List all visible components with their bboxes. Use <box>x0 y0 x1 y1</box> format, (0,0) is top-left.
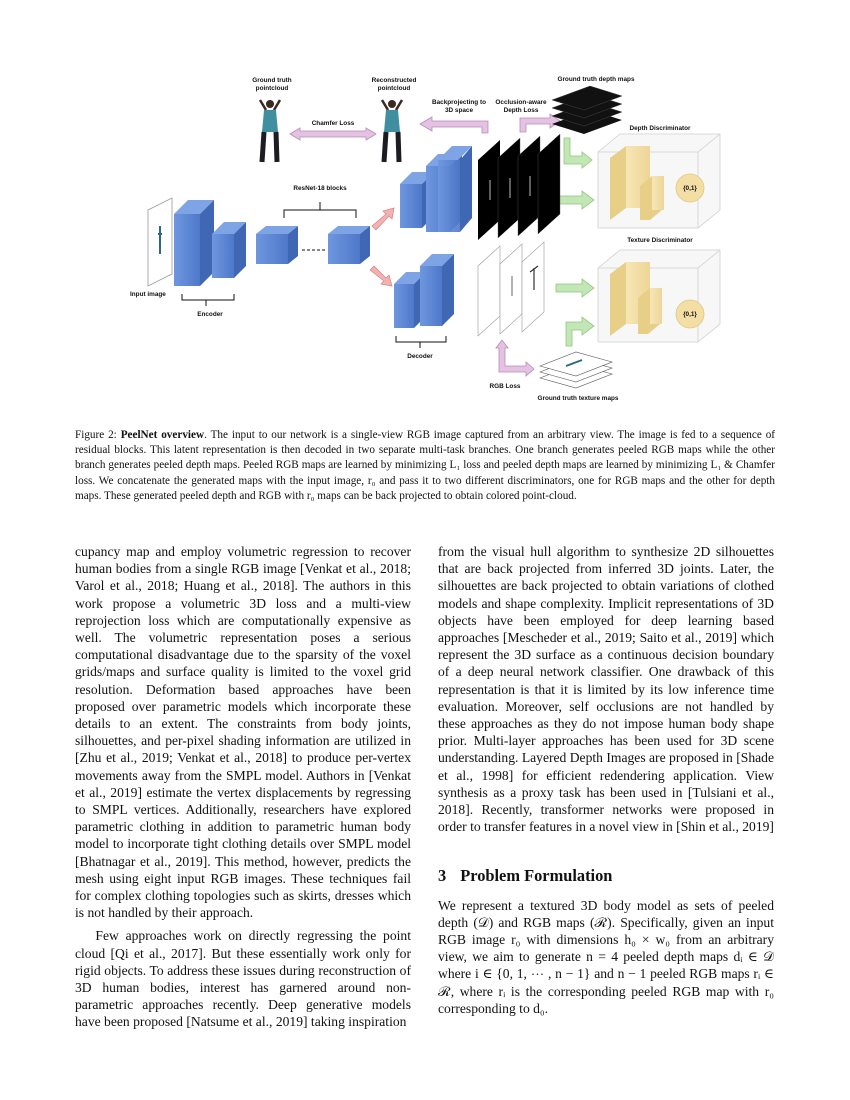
rgb-loss-arrow <box>496 340 534 376</box>
gt-depth-maps-label: Ground truth depth maps <box>557 76 635 83</box>
texture-discriminator-label: Texture Discriminator <box>627 237 693 244</box>
input-image-label: Input image <box>130 291 166 298</box>
section-heading <box>438 867 774 884</box>
recon-pointcloud-label-1: Reconstructed <box>371 77 417 84</box>
resnet-block-1 <box>256 226 298 264</box>
rgb-loss-label: RGB Loss <box>489 383 521 390</box>
gt-texture-maps-label: Ground truth texture maps <box>537 395 619 402</box>
texture-discriminator <box>598 250 720 342</box>
gt-pointcloud-label-2: pointcloud <box>255 85 289 92</box>
gt-depth-maps-stack <box>552 86 622 134</box>
input-image <box>148 198 172 286</box>
generated-depth-maps <box>478 134 560 240</box>
backprojecting-label-2: 3D space <box>444 107 474 114</box>
section-title: Problem Formulation <box>460 866 613 886</box>
gt-pointcloud-label-1: Ground truth <box>252 77 292 84</box>
figure-caption <box>75 428 775 504</box>
resnet-bracket <box>284 202 356 218</box>
depth-decoder-blocks <box>400 146 472 232</box>
decoder-bracket <box>396 336 446 348</box>
occlusion-loss-label-1: Occlusion-aware <box>495 99 547 106</box>
section-number: 3 <box>438 866 447 886</box>
texture-decoder-blocks <box>394 254 454 328</box>
texture-disc-output: {0,1} <box>683 311 697 318</box>
encoder-blocks <box>174 200 246 286</box>
chamfer-loss-label: Chamfer Loss <box>311 120 355 127</box>
occlusion-loss-label-2: Depth Loss <box>503 107 539 114</box>
depth-disc-output: {0,1} <box>683 185 697 192</box>
red-arrow-down <box>370 266 392 286</box>
caption-title: PeelNet overview <box>120 429 205 441</box>
left-paragraph-1: cupancy map and employ volumetric regression to recover human bodies from a single RGB image [Venkat et al., 2018; Varol et al., 2018; Huang et al., 2018]. The authors in this work propose a volumetric 3D loss and a multi-view reprojection loss which are computationally expensive as well. The volumetric representation poses a serious computational disadvantage due to the sparsity of the voxel grids/maps and surface quality is limited to the voxel grid resolution. Deformation based approaches have been proposed over parametric models which incorporate these details to an extent. The constraints from body joints, silhouettes, and per-pixel shading information are utilized in [Zhu et al., 2019; Venkat et al., 2018] to produce per-vertex movements away from the SMPL model. Authors in [Venkat et al., 2019] estimate the vertex displacements by regressing to SMPL vertices. Additionally, researchers have explored parametric clothing in addition to parametric human body model to incorporate tight clothing details over SMPL model [Bhatnagar et al., 2019]. This method, however, predicts the mesh using eight input RGB images. These techniques fail for complex clothing topologies such as skirts, dresses which is not handled by their approach. <box>75 544 411 921</box>
section-paragraph: We represent a textured 3D body model as sets of peeled depth (𝒟) and RGB maps (ℛ). Specifically, given an input RGB image r₀ with dimensions h₀ × w₀ from an arbitrary view, we aim to generate n = 4 peeled depth maps dᵢ ∈ 𝒟 where i ∈ {0, 1, ⋯ , n − 1} and n − 1 peeled RGB maps rᵢ ∈ ℛ, where rᵢ is the corresponding peeled RGB map with r₀ corresponding to d₀. <box>438 897 774 1016</box>
backprojecting-label-1: Backprojecting to <box>432 99 486 106</box>
peelnet-architecture-figure <box>120 70 740 410</box>
green-arrow-4 <box>566 317 594 346</box>
caption-label: Figure 2: <box>75 429 117 441</box>
left-column <box>75 543 411 1031</box>
red-arrow-up <box>372 208 394 230</box>
green-arrow-2 <box>556 191 594 209</box>
left-paragraph-2: Few approaches work on directly regressing the point cloud [Qi et al., 2017]. But these essentially work only for rigid objects. To address these issues during reconstruction of 3D human bodies, interest has garnered around non-parametric approaches recently. Deep generative models have been proposed [Natsume et al., 2019] taking inspiration <box>75 928 411 1030</box>
gt-pointcloud-figure <box>260 100 280 162</box>
depth-discriminator <box>598 134 720 228</box>
green-arrow-1 <box>564 138 592 168</box>
backprojecting-arrow <box>420 117 488 133</box>
caption-text: . The input to our network is a single-view RGB image captured from an arbitrary view. The image is fed to a sequence of residual blocks. This latent representation is then decoded in two separate multi-task branches. One branch generates peeled RGB maps while the other branch generates peeled depth maps. Peeled RGB maps are learned by minimizing L₁ loss and peeled depth maps are learned by minimizing L₁ & Chamfer loss. We concatenate the generated maps with the input image, r₀ and pass it to two different discriminators, one for RGB maps and the other for depth maps. These generated peeled depth and RGB with r₀ maps can be back projected to obtain colored point-cloud. <box>75 429 776 502</box>
chamfer-loss-arrow <box>290 128 376 140</box>
depth-discriminator-label: Depth Discriminator <box>629 125 691 132</box>
decoder-label: Decoder <box>407 353 433 360</box>
recon-pointcloud-label-2: pointcloud <box>377 85 411 92</box>
resnet-blocks-label: ResNet-18 blocks <box>293 185 347 192</box>
encoder-bracket <box>182 294 234 306</box>
resnet-block-2 <box>328 226 370 264</box>
recon-pointcloud-figure <box>382 100 402 162</box>
green-arrow-3 <box>556 279 594 297</box>
encoder-label: Encoder <box>197 311 223 318</box>
right-column <box>438 543 774 1017</box>
gt-texture-maps-stack <box>540 352 612 388</box>
right-paragraph-1: from the visual hull algorithm to synthesize 2D silhouettes that are back projected from inferred 3D joints. Later, the silhouettes are back projected to obtain variations of clothed models and shape complexity. Implicit representations of 3D objects have been employed for deep learning based approaches [Mescheder et al., 2019; Saito et al., 2019] which represent the 3D surface as a continuous decision boundary of a deep neural network classifier. One drawback of this representation is that it is limited by its low inference time evaluation. Moreover, self occlusions are not handled by these approaches as they do not impose human body shape prior. Multi-layer approaches has been used for 3D scene understanding. Layered Depth Images are proposed in [Shade et al., 1998] for efficient redendering application. View synthesis as a proxy task has been used in [Tulsiani et al., 2018]. Recently, transformer networks were proposed in order to transfer features in a novel view in [Shin et al., 2019] <box>438 544 774 835</box>
generated-rgb-maps <box>478 242 544 336</box>
